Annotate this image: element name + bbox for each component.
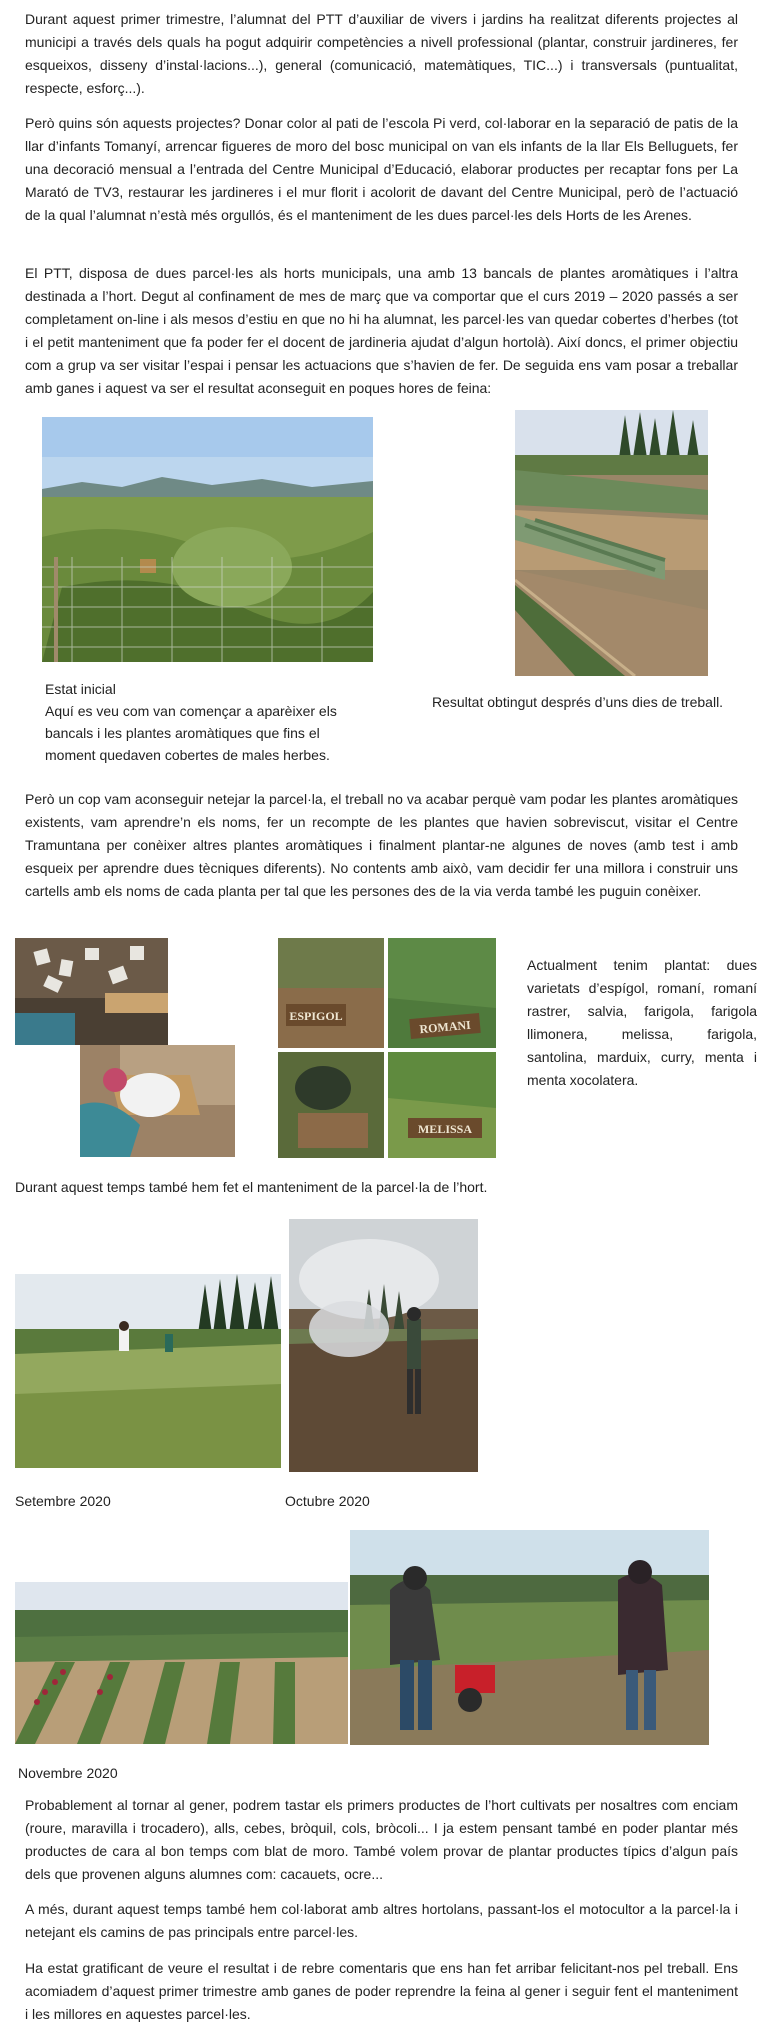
plots-paragraph: El PTT, disposa de dues parcel·les als horts municipals, una amb 13 bancals de plantes aromàtiques i l’altra destinada a l’hort. Degut al confinament de mes de març que va comportar que el curs 2019 – 2020 passés a ser completament on-line i als mesos d’estiu en que no hi ha alumnat, les parcel·les van quedar cobertes d’herbes (tot i el petit manteniment que fa poder fer el docent de jardineria ajudat d’algun hortolà). Així doncs, el primer objectiu com a grup va ser visitar l’espai i pensar les actuacions que s’havien de fer. De seguida ens vam posar a treballar amb ganes i aquest va ser el resultat aconseguit en poques hores de feina: [25,265,738,396]
maintenance-paragraph: Però un cop vam aconseguir netejar la parcel·la, el treball no va acabar perquè vam podar les plantes aromàtiques existents, vam aprendre’n els noms, fer un recompte de les plantes que havien sobreviscut, visitar el Centre Tramuntana per conèixer altres plantes aromàtiques i finalment plantar-ne algunes de noves (amb test i amb esqueix per aprendre dues tècniques diferents). No contents amb això, vam decidir fer una millora i construir uns cartells amb els noms de cada planta per tal que les persones des de la via verda també les puguin conèixer. [25,791,738,899]
plant-signs-collage [278,938,496,1158]
sign-melissa: MELISSA [417,1122,473,1136]
october-photo [289,1219,478,1472]
sign-espigol: ESPIGOL [289,1009,343,1023]
initial-state-photo [42,417,373,662]
result-caption: Resultat obtingut després d’uns dies de treball. [432,694,724,710]
intro-paragraph: Durant aquest primer trimestre, l’alumnat del PTT d’auxiliar de vivers i jardins ha realitzat diferents projectes al municipi a través dels quals ha pogut adquirir competències a nivell professional (plantar, construir jardineres, fer esqueixos, disseny d’instal·lacions...), general (comunicació, matemàtiques, TIC...) i transversals (puntualitat, respecte, esforç...). [25,11,738,96]
projects-paragraph: Però quins són aquests projectes? Donar color al pati de l’escola Pi verd, col·laborar en la separació de patis de la llar d’infants Tomanyí, arrencar figueres de moro del bosc municipal on van els infants de la llar Els Belluguets, fer una decoració mensual a l’entrada del Centre Municipal d’Educació, elaborar productes per recaptar fons per La Marató de TV3, restaurar les jardineres i el mur florit i acolorit de davant del Centre Municipal, però de l’actuació de la qual l’alumnat n’està més orgullós, és el manteniment de les dues parcel·les dels Horts de les Arenes. [25,115,738,223]
sign-romani: ROMANI [418,1017,472,1037]
closing-paragraph: Ha estat gratificant de veure el resultat i de rebre comentaris que ens han fet arribar felicitant-nos pel treball. Ens acomiadem d’aquest primer trimestre amb ganes de poder reprendre la feina al gener i seguir fent el manteniment i les millores en aquestes parcel·les. [25,1960,738,2022]
result-photo [515,410,708,676]
september-photo [15,1274,281,1468]
garden-maintenance-text: Durant aquest temps també hem fet el manteniment de la parcel·la de l’hort. [15,1179,488,1195]
initial-state-caption-title: Estat inicial [45,681,116,697]
plants-list-paragraph: Actualment tenim plantat: dues varietats d’espígol, romaní, romaní rastrer, salvia, farigola, farigola llimonera, melissa, farigola, santolina, marduix, curry, menta i menta xocolatera. [527,957,757,1088]
september-caption: Setembre 2020 [15,1493,111,1509]
october-caption: Octubre 2020 [285,1493,370,1509]
november-photo-rows [15,1582,348,1744]
november-photo-tiller [350,1530,709,1745]
future-plans-paragraph: Probablement al tornar al gener, podrem tastar els primers productes de l’hort cultivats per nosaltres com enciam (roure, maravilla i trocadero), alls, cebes, bròquil, cols, bròcoli... I ja estem pensant també en poder plantar més productes de cara al bon temps com blat de moro. També volem provar de plantar productes típics d’algun país dels que provenen alguns alumnes com: cacauets, ocre... [25,1797,738,1882]
november-caption: Novembre 2020 [18,1765,118,1781]
sign-making-photo-2 [80,1045,235,1157]
sign-making-photo-1 [15,938,168,1045]
initial-state-caption-text: Aquí es veu com van començar a aparèixer els bancals i les plantes aromàtiques que fins el moment quedaven cobertes de males herbes. [45,703,337,763]
collaboration-paragraph: A més, durant aquest temps també hem col·laborat amb altres hortolans, passant-los el motocultor a la parcel·la i netejant els camins de pas principals entre parcel·les. [25,1901,738,1940]
